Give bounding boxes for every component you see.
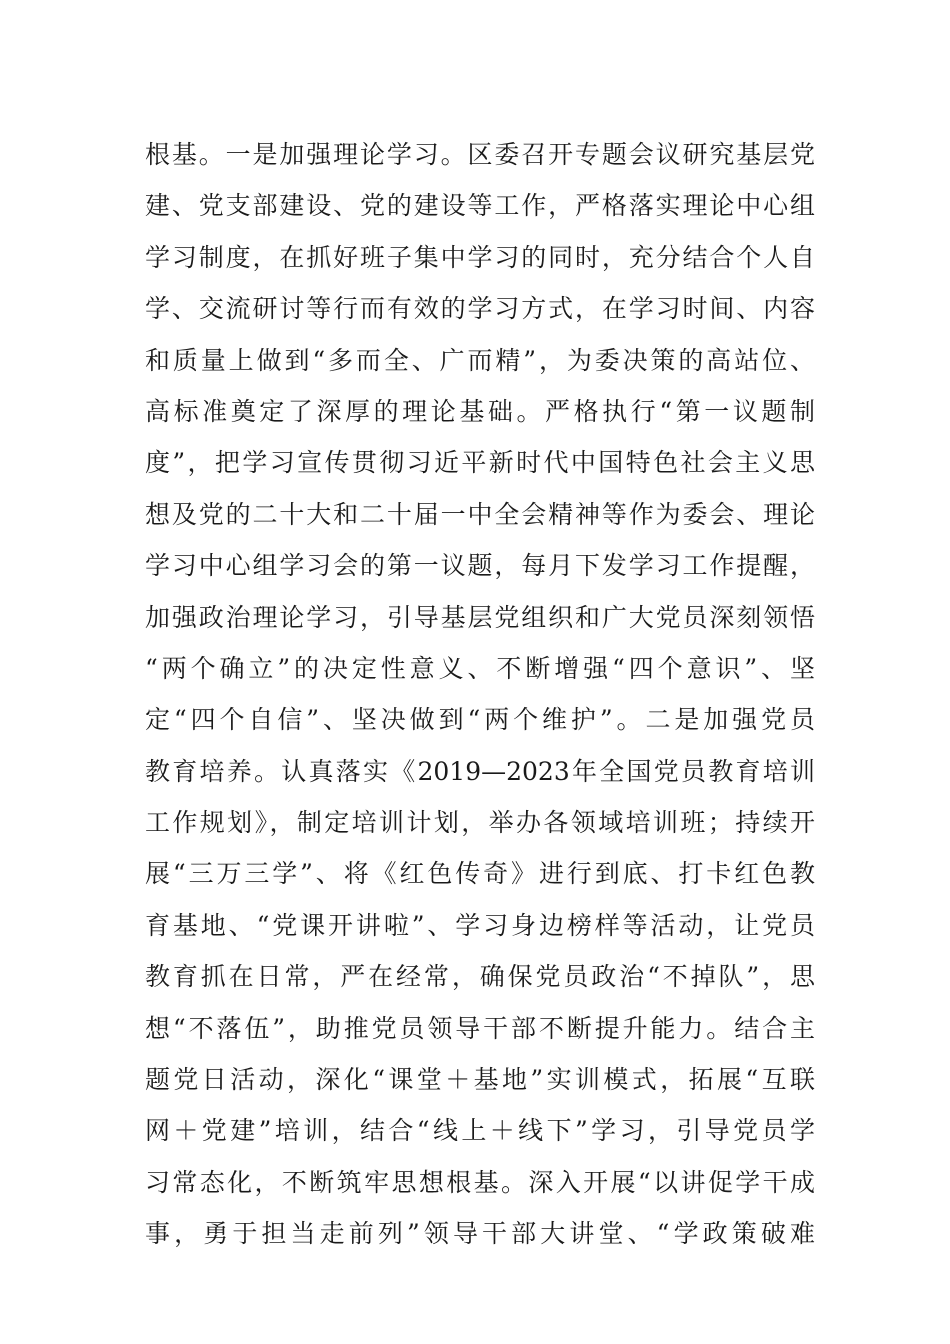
text-line: 定“四个自信”、坚决做到“两个维护”。二是加强党员: [145, 705, 815, 735]
text-line: 教育培养。认真落实《2019—2023年全国党员教育培训: [145, 756, 815, 786]
text-line: 高标准奠定了深厚的理论基础。严格执行“第一议题制: [145, 396, 815, 426]
document-body: [145, 129, 815, 1260]
text-line: 习常态化，不断筑牢思想根基。深入开展“以讲促学干成: [145, 1167, 815, 1197]
text-line: 育基地、“党课开讲啦”、学习身边榜样等活动，让党员: [145, 910, 815, 940]
text-line: 想“不落伍”，助推党员领导干部不断提升能力。结合主: [145, 1013, 815, 1043]
text-line: 想及党的二十大和二十届一中全会精神等作为委会、理论: [145, 499, 815, 529]
text-line: 学习制度，在抓好班子集中学习的同时，充分结合个人自: [145, 242, 815, 272]
text-line: 加强政治理论学习，引导基层党组织和广大党员深刻领悟: [145, 602, 815, 632]
text-line: 网＋党建”培训，结合“线上＋线下”学习，引导党员学: [145, 1116, 815, 1146]
text-line: 教育抓在日常，严在经常，确保党员政治“不掉队”，思: [145, 962, 815, 992]
text-line: 建、党支部建设、党的建设等工作，严格落实理论中心组: [145, 191, 815, 221]
text-line: 根基。一是加强理论学习。区委召开专题会议研究基层党: [145, 140, 815, 169]
text-line: 题党日活动，深化“课堂＋基地”实训模式，拓展“互联: [145, 1065, 815, 1095]
text-line: 和质量上做到“多而全、广而精”，为委决策的高站位、: [145, 345, 815, 375]
text-line: 学、交流研讨等行而有效的学习方式，在学习时间、内容: [145, 294, 815, 324]
text-line: 度”，把学习宣传贯彻习近平新时代中国特色社会主义思: [145, 448, 815, 478]
text-line: 工作规划》，制定培训计划，举办各领域培训班；持续开: [145, 808, 815, 838]
text-line: “两个确立”的决定性意义、不断增强“四个意识”、坚: [145, 653, 815, 683]
text-line: 展“三万三学”、将《红色传奇》进行到底、打卡红色教: [145, 859, 815, 889]
text-line: 事，勇于担当走前列”领导干部大讲堂、“学政策破难: [145, 1219, 815, 1249]
text-line: 学习中心组学习会的第一议题，每月下发学习工作提醒，: [145, 551, 815, 581]
